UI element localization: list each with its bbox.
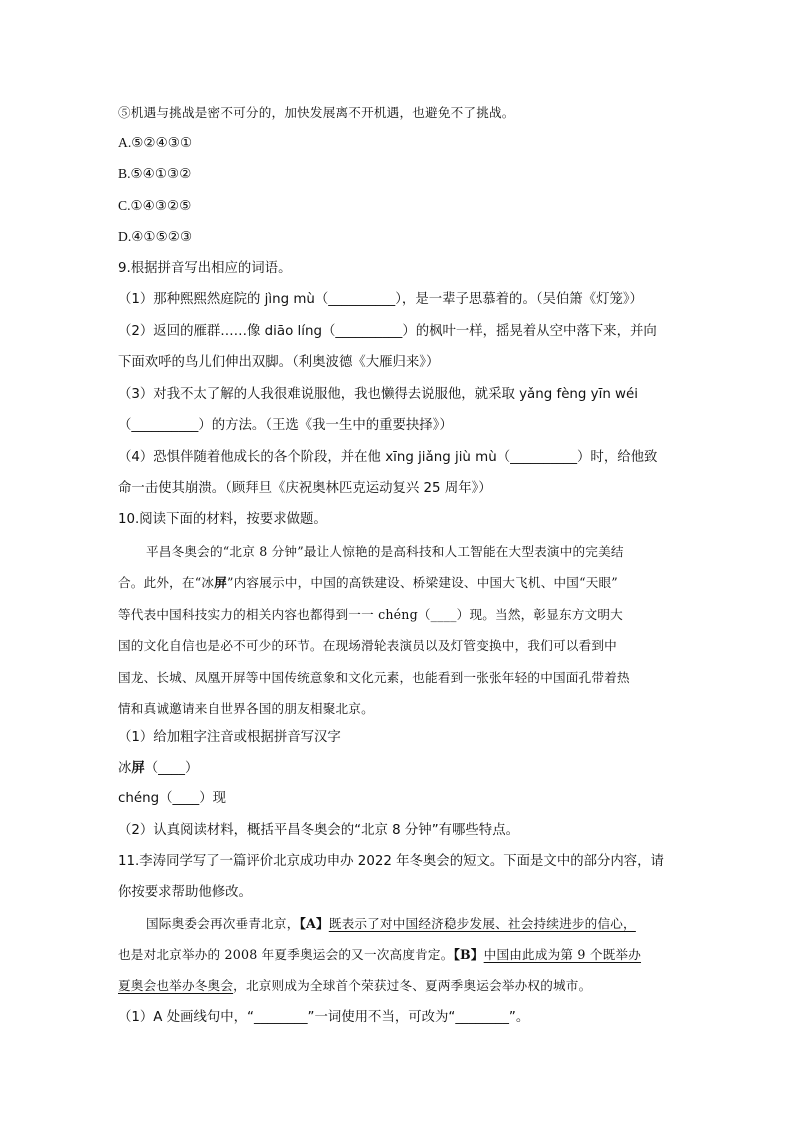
q10-sub-question-2: （2）认真阅读材料，概括平昌冬奥会的“北京 8 分钟”有哪些特点。 [118, 823, 519, 838]
q10-title: 10.阅读下面的材料，按要求做题。 [118, 512, 327, 527]
q9-sentence-3b: （__________）的方法。（王选《我一生中的重要抉择》） [118, 418, 453, 433]
q10-word-1-bold-char: 屏 [131, 761, 145, 776]
q10-passage-line-2 [118, 573, 618, 593]
underlined-sentence-a: 既表示了对中国经济稳步发展、社会持续进步的信心， [328, 916, 636, 931]
q11-passage-line-2-start: 也是对北京举办的 2008 年夏季奥运会的又一次高度肯定。 [118, 947, 454, 962]
q10-passage-line-3: 等代表中国科技实力的相关内容也都得到一一 chéng（____）现。当然，彰显东方文明大 [118, 607, 623, 622]
q9-sentence-2a: （2）返回的雁群……像 diāo líng（__________）的枫叶一样，摇晃着从空中落下来，并向 [118, 324, 657, 339]
q11-title-line-2: 你按要求帮助他修改。 [118, 885, 252, 900]
q11-passage-line-3-end: ，北京则成为全球首个荣获过冬、夏两季奥运会举办权的城市。 [233, 978, 592, 993]
marker-a: 【A】 [299, 916, 329, 931]
q10-passage-line-2-end: ”内容展示中，中国的高铁建设、桥梁建设、中国大飞机、中国“天眼” [227, 575, 618, 590]
q9-sentence-2b: 下面欢呼的鸟儿们伸出双脚。（利奥波德《大雁归来》） [118, 355, 440, 370]
q10-word-1 [118, 759, 198, 779]
underlined-sentence-b-start: 中国由此成为第 9 个既举办 [483, 947, 642, 962]
q11-passage-line-3 [118, 976, 591, 996]
q10-word-1-blank: （____） [144, 761, 199, 776]
q8-option-d: D.④①⑤②③ [118, 229, 193, 244]
marker-b: 【B】 [453, 947, 484, 962]
q11-sub-question-1: （1）A 处画线句中，“________”一词使用不当，可改为“________”。 [118, 1010, 530, 1025]
q9-sentence-3a: （3）对我不太了解的人我很难说服他，我也懒得去说服他，就采取 yǎng fèng yīn wéi [118, 387, 638, 402]
q10-passage-line-4: 国的文化自信也是必不可少的环节。在现场滑轮表演员以及灯管变换中，我们可以看到中 [118, 638, 617, 653]
q11-passage-line-1-start: 国际奥委会再次垂青北京， [146, 916, 300, 931]
q8-option-c: C.①④③②⑤ [118, 198, 192, 213]
q9-sentence-1: （1）那种熙熙然庭院的 jìng mù（__________），是一辈子思慕着的。（吴伯箫《灯笼》） [118, 292, 643, 307]
q11-title-line-1: 11.李涛同学写了一篇评价北京成功申办 2022 年冬奥会的短文。下面是文中的部分内容，请 [118, 854, 664, 869]
q10-passage-line-1: 平昌冬奥会的“北京 8 分钟”最让人惊艳的是高科技和人工智能在大型表演中的完美结 [146, 544, 624, 559]
q10-word-1-char: 冰 [118, 761, 132, 776]
q9-sentence-4b: 命一击使其崩溃。（顾拜旦《庆祝奥林匹克运动复兴 25 周年》） [118, 481, 492, 496]
q10-sub-question-1: （1）给加粗字注音或根据拼音写汉字 [118, 730, 341, 745]
q11-passage-line-2 [118, 945, 641, 965]
q8-option-b: B.⑤④①③② [118, 166, 192, 181]
q8-option-a: A.⑤②④③① [118, 135, 193, 150]
bold-char-ping: 屏 [214, 575, 227, 590]
q11-passage-line-1 [146, 914, 636, 934]
q9-title: 9.根据拼音写出相应的词语。 [118, 261, 292, 276]
underlined-sentence-b-end: 夏奥会也举办冬奥会 [118, 978, 234, 993]
q8-item5: ⑤机遇与挑战是密不可分的，加快发展离不开机遇，也避免不了挑战。 [118, 105, 515, 120]
q10-passage-line-2-start: 合。此外，在“冰 [118, 575, 215, 590]
q9-sentence-4a: （4）恐惧伴随着他成长的各个阶段，并在他 xīng jiǎng jiù mù（__________）时，给他致 [118, 450, 658, 465]
q10-passage-line-6: 情和真诚邀请来自世界各国的朋友相聚北京。 [118, 701, 374, 716]
q10-word-2: chéng（____）现 [118, 791, 227, 806]
q10-passage-line-5: 国龙、长城、凤凰开屏等中国传统意象和文化元素，也能看到一张张年轻的中国面孔带着热 [118, 670, 630, 685]
